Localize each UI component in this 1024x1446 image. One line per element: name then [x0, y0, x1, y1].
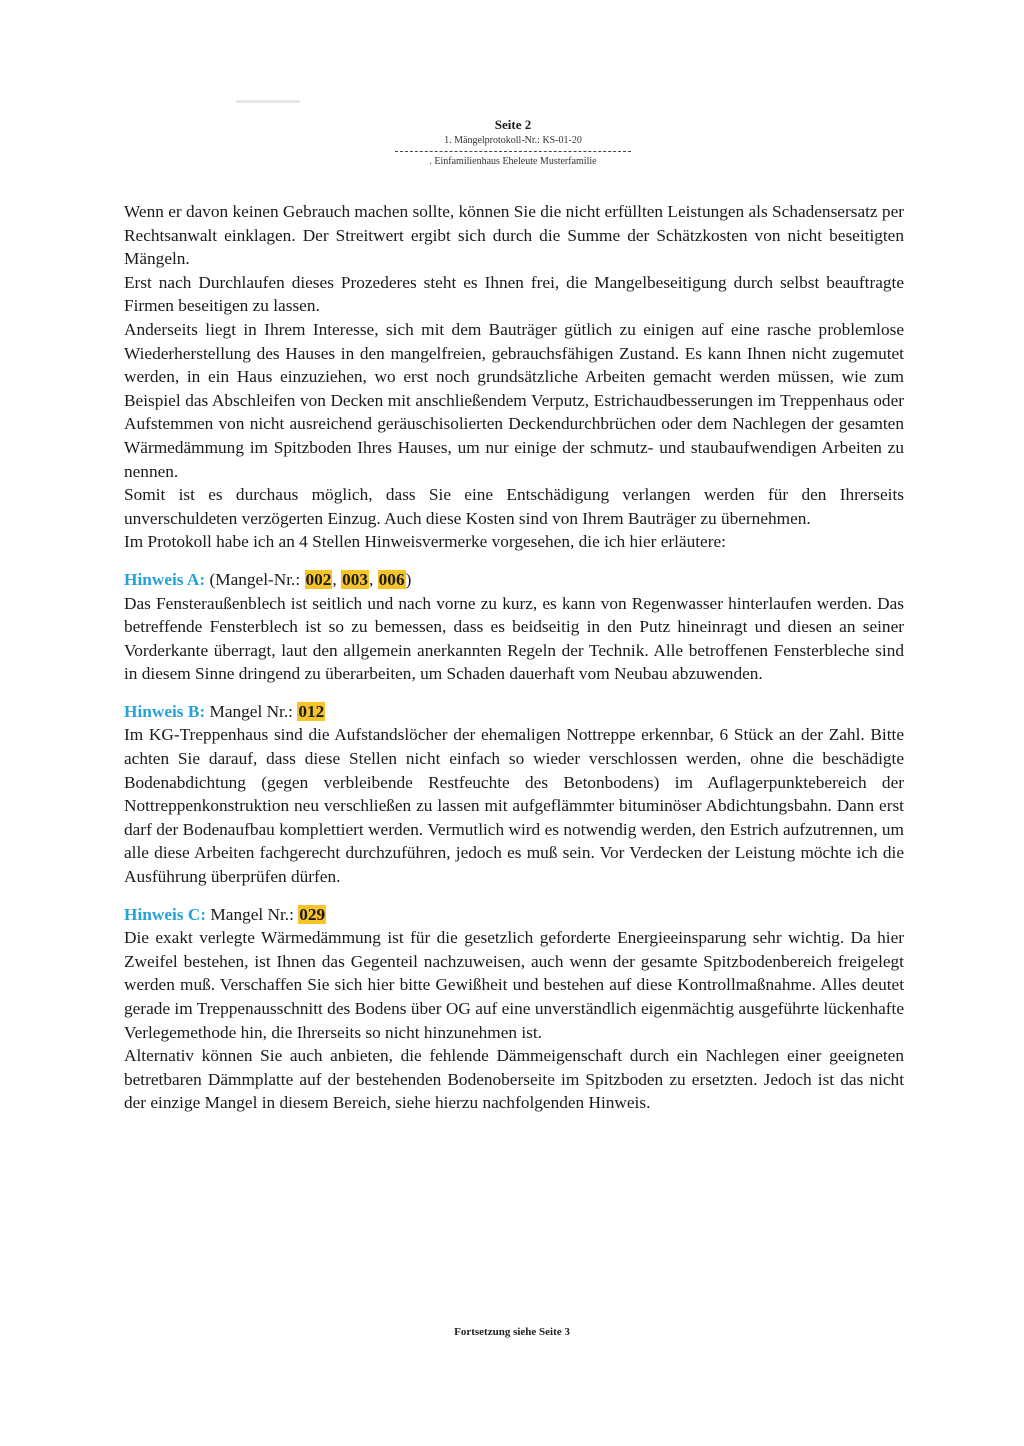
defect-number-highlight: 002 [305, 569, 332, 589]
hinweis-c-heading [124, 903, 904, 927]
paragraph: Wenn er davon keinen Gebrauch machen sollte, können Sie die nicht erfüllten Leistungen als Schadensersatz per Rechtsanwalt einklagen. Der Streitwert ergibt sich durch die Summe der Schätzkosten von nicht beseitigten Mängeln. [124, 202, 904, 269]
defect-number-highlight: 003 [342, 569, 368, 589]
paragraph: Im Protokoll habe ich an 4 Stellen Hinweisvermerke vorgesehen, die ich hier erläutere: [124, 532, 726, 552]
paragraph: Somit ist es durchaus möglich, dass Sie eine Entschädigung verlangen werden für den Ihrerseits unverschuldeten verzögerten Einzug. Auch diese Kosten sind von Ihrem Bauträger zu übernehmen. [124, 485, 904, 528]
closing-paren: ) [405, 569, 412, 589]
hinweis-c-prefix: Mangel Nr.: [210, 904, 294, 924]
hinweis-b-text: Im KG-Treppenhaus sind die Aufstandslöcher der ehemaligen Nottreppe erkennbar, 6 Stück an der Zahl. Bitte achten Sie darauf, dass diese Stellen nicht einfach so wieder verschlossen werden, ohne die beschädigte Bodenabdichtung (gegen verbleibende Restfeuchte des Betonbodens) im Auflagerpunktebereich der Nottreppenkonstruktion neu verschließen zu lassen mit aufgeflämmter bituminöser Abdichtungsbahn. Dann erst darf der Bodenaufbau komplettiert werden. Vermutlich wird es notwendig werden, den Estrich aufzutrennen, um alle diese Arbeiten fachgerecht durchzuführen, jedoch es muß sein. Vor Verdecken der Leistung möchte ich die Ausführung überprüfen dürfen. [124, 725, 904, 887]
paragraph: Anderseits liegt in Ihrem Interesse, sich mit dem Bauträger gütlich zu einigen auf eine rasche problemlose Wiederherstellung des Hauses in den mangelfreien, gebrauchsfähigen Zustand. Es kann Ihnen nicht zugemutet werden, in ein Haus einzuziehen, wo erst noch grundsätzliche Arbeiten gemacht werden müssen, wie zum Beispiel das Abschleifen von Decken mit anschließendem Verputz, Estrichaudbesserungen im Treppenhaus oder Aufstemmen von nicht ausreichend geräuschisolierten Deckendurchbrüchen oder dem Nachlegen der gesamten Wärmedämmung im Spitzboden Ihres Hauses, um nur einige der schmutz- und staubaufwendigen Arbeiten zu nennen. [124, 319, 904, 481]
hinweis-c-text: Die exakt verlegte Wärmedämmung ist für die gesetzlich geforderte Energieeinsparung sehr wichtig. Da hier Zweifel bestehen, ist Ihnen das Gegenteil nachzuweisen, auch wenn der gesamte Spitzbodenbereich freigelegt werden muß. Verschaffen Sie sich hier bitte Gewißheit und bestehen auf diese Kontrollmaßnahme. Alles deutet gerade im Treppenausschnitt des Bodens über OG auf eine unverständlich eigenmächtig ausgeführte lückenhafte Verlegemethode hin, die Ihrerseits so nicht hinzunehmen ist. [124, 928, 904, 1042]
hinweis-b-prefix: Mangel Nr.: [209, 701, 293, 721]
hinweis-a-prefix: (Mangel-Nr.: [209, 569, 301, 589]
hinweis-a-text: Das Fensteraußenblech ist seitlich und nach vorne zu kurz, es kann von Regenwasser hinterlaufen werden. Das betreffende Fensterblech ist so zu bemessen, dass es beidseitig in den Putz hineinragt und diesen an seiner Vorderkante überragt, laut den allgemein anerkannten Regeln der Technik. Alle betroffenen Fensterbleche sind in diesem Sinne dringend zu überarbeiten, um Schaden dauerhaft vom Neubau abzuwenden. [124, 593, 904, 684]
hinweis-c-label: Hinweis C: [124, 904, 207, 924]
hinweis-c-text-2: Alternativ können Sie auch anbieten, die fehlende Dämmeigenschaft durch ein Nachlegen einer geeigneten betretbaren Dämmplatte auf der bestehenden Bodenoberseite im Spitzboden zu ersetzten. Jedoch ist das nicht der einzige Mangel in diesem Bereich, siehe hierzu nachfolgenden Hinweis. [124, 1046, 904, 1113]
defect-number-highlight: 029 [299, 904, 326, 924]
hinweis-b-heading [124, 700, 904, 724]
hinweis-b-label: Hinweis B: [124, 701, 206, 721]
hinweis-a-label: Hinweis A: [124, 569, 206, 589]
protocol-line [382, 134, 644, 148]
defect-number-highlight: 006 [378, 569, 405, 589]
defect-number-highlight: 012 [298, 701, 325, 721]
separator: , [369, 569, 374, 589]
scan-smudge [236, 100, 300, 103]
separator: , [332, 569, 337, 589]
page-footer: Fortsetzung siehe Seite 3 [454, 1326, 570, 1338]
project-title: . Einfamilienhaus Eheleute Musterfamilie [429, 156, 597, 167]
document-body [124, 200, 904, 1115]
protocol-label: 1. Mängelprotokoll-Nr.: [444, 135, 540, 146]
hinweis-a-heading [124, 568, 904, 592]
protocol-number: KS-01-20 [542, 135, 582, 146]
page-header [382, 116, 644, 169]
paragraph: Erst nach Durchlaufen dieses Prozederes steht es Ihnen frei, die Mangelbeseitigung durch selbst beauftragte Firmen beseitigen zu lassen. [124, 272, 904, 316]
page-number: Seite 2 [494, 117, 532, 132]
header-divider [395, 151, 631, 152]
